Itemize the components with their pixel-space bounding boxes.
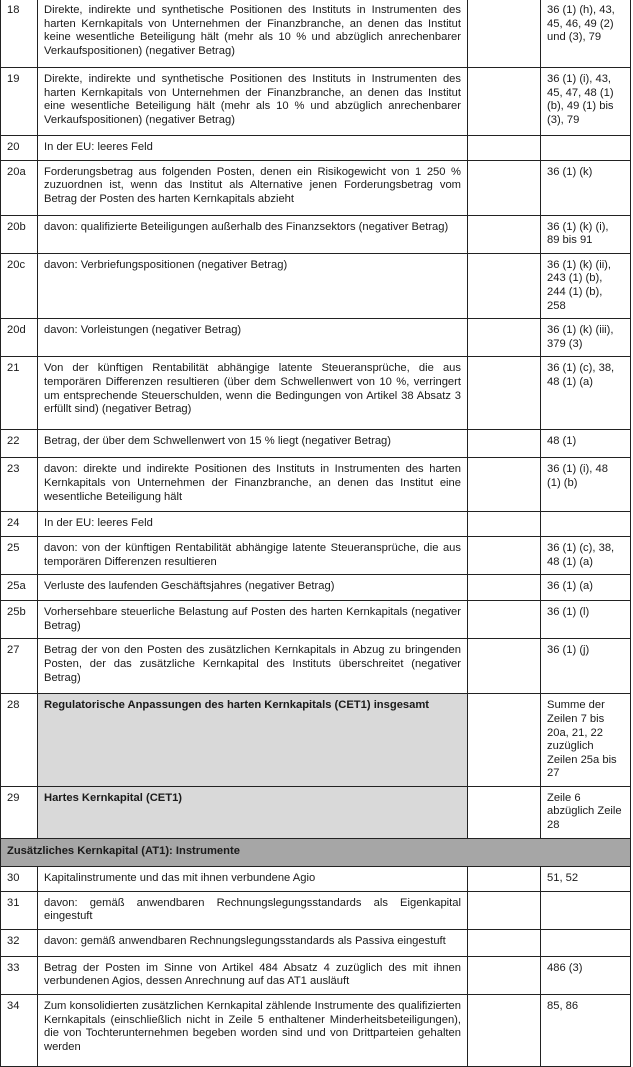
row-number: 20c: [1, 253, 38, 318]
row-description: Von der künftigen Rentabilität abhängige latente Steueransprüche, die aus temporären Differenzen resultieren (über dem Schwellenwert von 10 %, verringert um entsprechende Steuerschulden, wenn die Bedingungen von Artikel 38 Absatz 3 erfüllt sind) (negativer Betrag): [38, 357, 468, 430]
row-description: Vorhersehbare steuerliche Belastung auf Posten des harten Kernkapitals (negativer Betrag): [38, 601, 468, 639]
row-number: 24: [1, 512, 38, 537]
row-legal-reference: 85, 86: [541, 995, 631, 1067]
row-legal-reference: 36 (1) (j): [541, 639, 631, 694]
row-legal-reference: [541, 136, 631, 161]
row-amount: [468, 136, 541, 161]
table-row: [1, 891, 631, 929]
row-legal-reference: 36 (1) (k) (i), 89 bis 91: [541, 215, 631, 253]
row-legal-reference: 36 (1) (c), 38, 48 (1) (a): [541, 357, 631, 430]
row-description: Hartes Kernkapital (CET1): [38, 786, 468, 838]
row-amount: [468, 68, 541, 136]
row-description: davon: gemäß anwendbaren Rechnungslegungsstandards als Eigenkapital eingestuft: [38, 891, 468, 929]
table-row: [1, 929, 631, 956]
row-amount: [468, 319, 541, 357]
table-row: [1, 601, 631, 639]
row-number: 20a: [1, 160, 38, 215]
row-description: Regulatorische Anpassungen des harten Kernkapitals (CET1) insgesamt: [38, 694, 468, 787]
table-row: [1, 319, 631, 357]
row-description: Forderungsbetrag aus folgenden Posten, denen ein Risikogewicht von 1 250 % zuzuordnen ist, wenn das Institut als Alternative jenen Forderungsbetrag vom Betrag der Posten des harten Kernkapitals abzieht: [38, 160, 468, 215]
table-row: [1, 430, 631, 458]
row-legal-reference: 36 (1) (k) (ii), 243 (1) (b), 244 (1) (b), 258: [541, 253, 631, 318]
row-amount: [468, 786, 541, 838]
row-amount: [468, 956, 541, 994]
row-number: 32: [1, 929, 38, 956]
table-row: [1, 0, 631, 68]
row-description: davon: gemäß anwendbaren Rechnungslegungsstandards als Passiva eingestuft: [38, 929, 468, 956]
section-header-row: [1, 838, 631, 866]
row-description: Betrag, der über dem Schwellenwert von 15 % liegt (negativer Betrag): [38, 430, 468, 458]
row-legal-reference: Zeile 6 abzüglich Zeile 28: [541, 786, 631, 838]
row-legal-reference: 48 (1): [541, 430, 631, 458]
row-description: Direkte, indirekte und synthetische Positionen des Instituts in Instrumenten des harten Kernkapitals von Unternehmen der Finanzbranche, an denen das Institut keine wesentliche Beteiligung hält (mehr als 10 % und abzüglich anrechenbarer Verkaufspositionen) (negativer Betrag): [38, 0, 468, 68]
table-row: [1, 215, 631, 253]
row-amount: [468, 995, 541, 1067]
row-amount: [468, 430, 541, 458]
row-number: 22: [1, 430, 38, 458]
row-description: Kapitalinstrumente und das mit ihnen verbundene Agio: [38, 866, 468, 891]
row-number: 34: [1, 995, 38, 1067]
row-legal-reference: [541, 929, 631, 956]
row-number: 20b: [1, 215, 38, 253]
row-amount: [468, 575, 541, 601]
row-legal-reference: 36 (1) (a): [541, 575, 631, 601]
row-description: davon: qualifizierte Beteiligungen außerhalb des Finanzsektors (negativer Betrag): [38, 215, 468, 253]
row-number: 25b: [1, 601, 38, 639]
row-amount: [468, 536, 541, 574]
row-amount: [468, 601, 541, 639]
row-amount: [468, 639, 541, 694]
table-row: [1, 786, 631, 838]
table-row: [1, 639, 631, 694]
row-description: In der EU: leeres Feld: [38, 136, 468, 161]
row-description: davon: von der künftigen Rentabilität abhängige latente Steueransprüche, die aus temporären Differenzen resultieren: [38, 536, 468, 574]
row-description: davon: Verbriefungspositionen (negativer Betrag): [38, 253, 468, 318]
row-description: davon: Vorleistungen (negativer Betrag): [38, 319, 468, 357]
table-row: [1, 357, 631, 430]
row-legal-reference: Summe der Zeilen 7 bis 20a, 21, 22 zuzüglich Zeilen 25a bis 27: [541, 694, 631, 787]
row-amount: [468, 512, 541, 537]
row-number: 21: [1, 357, 38, 430]
row-amount: [468, 694, 541, 787]
row-description: davon: direkte und indirekte Positionen des Instituts in Instrumenten des harten Kernkapitals von Unternehmen der Finanzbranche, an denen das Institut eine wesentliche Beteiligung hält: [38, 458, 468, 512]
row-amount: [468, 253, 541, 318]
row-number: 20: [1, 136, 38, 161]
row-amount: [468, 866, 541, 891]
section-title: Zusätzliches Kernkapital (AT1): Instrumente: [1, 838, 631, 866]
row-amount: [468, 357, 541, 430]
row-number: 25a: [1, 575, 38, 601]
table-row: [1, 694, 631, 787]
row-legal-reference: 51, 52: [541, 866, 631, 891]
row-legal-reference: 36 (1) (l): [541, 601, 631, 639]
row-amount: [468, 458, 541, 512]
row-legal-reference: 36 (1) (i), 43, 45, 47, 48 (1) (b), 49 (1) bis (3), 79: [541, 68, 631, 136]
table-row: [1, 160, 631, 215]
row-description: Betrag der von den Posten des zusätzlichen Kernkapitals in Abzug zu bringenden Posten, der das zusätzliche Kernkapital des Instituts überschreitet (negativer Betrag): [38, 639, 468, 694]
row-legal-reference: 36 (1) (h), 43, 45, 46, 49 (2) und (3), 79: [541, 0, 631, 68]
table-row: [1, 512, 631, 537]
row-legal-reference: [541, 512, 631, 537]
row-description: In der EU: leeres Feld: [38, 512, 468, 537]
table-row: [1, 995, 631, 1067]
row-amount: [468, 929, 541, 956]
row-number: 23: [1, 458, 38, 512]
row-legal-reference: 36 (1) (k) (iii), 379 (3): [541, 319, 631, 357]
table-row: [1, 956, 631, 994]
row-legal-reference: 36 (1) (i), 48 (1) (b): [541, 458, 631, 512]
table-row: [1, 253, 631, 318]
row-number: 31: [1, 891, 38, 929]
row-description: Betrag der Posten im Sinne von Artikel 484 Absatz 4 zuzüglich des mit ihnen verbundenen Agios, dessen Anrechnung auf das AT1 ausläuft: [38, 956, 468, 994]
row-amount: [468, 160, 541, 215]
row-description: Zum konsolidierten zusätzlichen Kernkapital zählende Instrumente des qualifizierten Kernkapitals (einschließlich nicht in Zeile 5 enthaltener Minderheitsbeteiligungen), die von Tochterunternehmen begeben worden sind und von Drittparteien gehalten werden: [38, 995, 468, 1067]
row-number: 18: [1, 0, 38, 68]
row-number: 33: [1, 956, 38, 994]
row-legal-reference: 486 (3): [541, 956, 631, 994]
row-amount: [468, 891, 541, 929]
table-row: [1, 866, 631, 891]
row-legal-reference: [541, 891, 631, 929]
table-row: [1, 536, 631, 574]
table-row: [1, 136, 631, 161]
table-row: [1, 575, 631, 601]
row-description: Verluste des laufenden Geschäftsjahres (negativer Betrag): [38, 575, 468, 601]
row-number: 20d: [1, 319, 38, 357]
row-amount: [468, 215, 541, 253]
table-row: [1, 458, 631, 512]
row-number: 25: [1, 536, 38, 574]
row-description: Direkte, indirekte und synthetische Positionen des Instituts in Instrumenten des harten Kernkapitals von Unternehmen der Finanzbranche, an denen das Institut eine wesentliche Beteiligung hält (mehr als 10 % und abzüglich anrechenbarer Verkaufspositionen) (negativer Betrag): [38, 68, 468, 136]
row-number: 27: [1, 639, 38, 694]
row-number: 30: [1, 866, 38, 891]
row-number: 28: [1, 694, 38, 787]
table-body: [1, 0, 631, 1067]
row-amount: [468, 0, 541, 68]
row-number: 19: [1, 68, 38, 136]
table-row: [1, 68, 631, 136]
row-number: 29: [1, 786, 38, 838]
row-legal-reference: 36 (1) (k): [541, 160, 631, 215]
row-legal-reference: 36 (1) (c), 38, 48 (1) (a): [541, 536, 631, 574]
